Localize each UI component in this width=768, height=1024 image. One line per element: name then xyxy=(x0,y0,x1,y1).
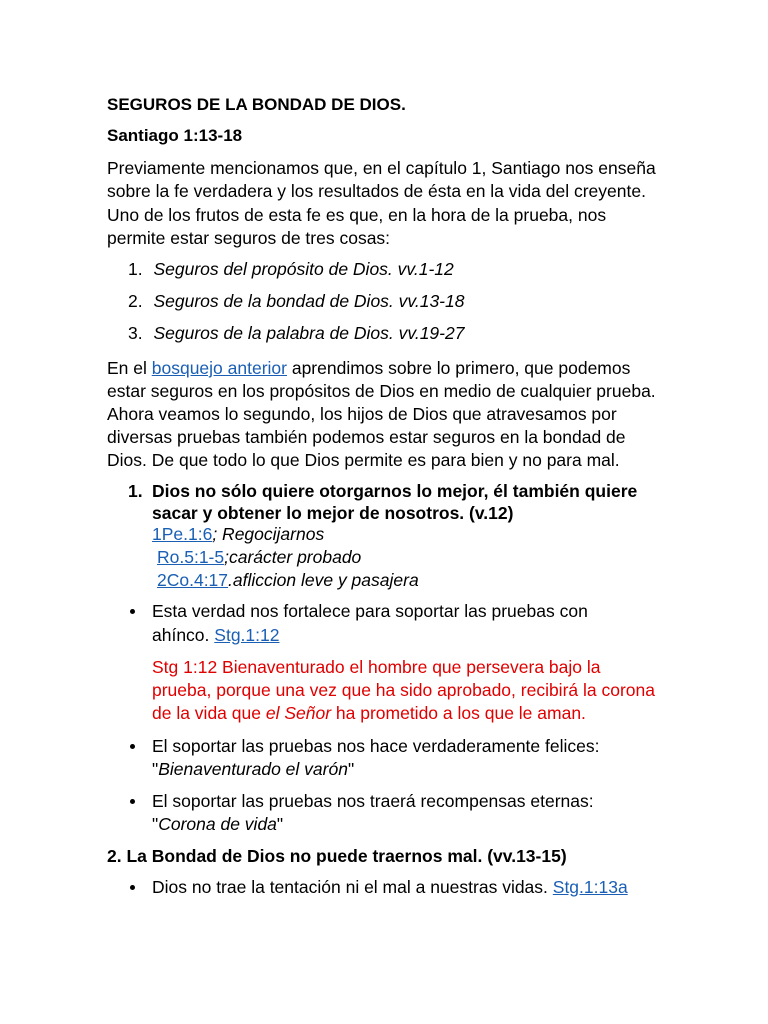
bullet-2-line-1: El soportar las pruebas nos hace verdaderamente felices: xyxy=(152,736,600,756)
para2-line-1 xyxy=(107,357,630,379)
bullet-quote-text: Corona de vida xyxy=(158,814,277,834)
list-number: 2. xyxy=(128,291,143,311)
point2-bullet xyxy=(152,876,628,898)
list-item-text: Seguros de la palabra de Dios. vv.19-27 xyxy=(153,323,465,343)
scripture-reference: Santiago 1:13-18 xyxy=(107,126,243,145)
para2-line-2: estar seguros en los propósitos de Dios en medio de cualquier prueba. xyxy=(107,381,656,401)
ref-link-ro[interactable]: Ro.5:1-5 xyxy=(157,547,225,567)
point1-text: , él también quiere xyxy=(483,481,638,501)
point1-line-1 xyxy=(152,480,637,502)
quote-line-2: prueba, porque una vez que ha sido aprobado, recibirá la corona xyxy=(152,680,655,700)
para2-text: aprendimos sobre lo primero, que podemos xyxy=(286,358,631,378)
para2-line-5: Dios. De que todo lo que Dios permite es para bien y no para mal. xyxy=(107,450,620,470)
bullet-2-line-2 xyxy=(152,758,354,780)
list-item-text: Seguros del propósito de Dios. vv.1-12 xyxy=(153,259,454,279)
list-item xyxy=(128,258,454,280)
bullet-text: ahínco. xyxy=(152,625,215,645)
bullet-marker xyxy=(130,799,135,804)
ref-text: ; Regocijarnos xyxy=(212,524,325,544)
quote-text: el Señor xyxy=(265,703,332,723)
quote-text: ha prometido a los que le aman. xyxy=(331,703,586,723)
quote-line-3 xyxy=(152,702,586,724)
ref-line xyxy=(157,569,419,591)
list-number: 1. xyxy=(128,259,143,279)
para2-line-4: diversas pruebas también podemos estar seguros en la bondad de xyxy=(107,427,626,447)
list-item xyxy=(128,322,464,344)
intro-line-1: Previamente mencionamos que, en el capítulo 1, Santiago nos enseña xyxy=(107,158,656,178)
bosquejo-anterior-link[interactable]: bosquejo anterior xyxy=(151,358,287,378)
bullet-3-line-1: El soportar las pruebas nos traerá recompensas eternas: xyxy=(152,791,594,811)
bullet-marker xyxy=(130,609,135,614)
ref-line xyxy=(152,523,324,545)
bullet-marker xyxy=(130,744,135,749)
quote-line-1: Stg 1:12 Bienaventurado el hombre que persevera bajo la xyxy=(152,657,601,677)
list-number: 3. xyxy=(128,323,143,343)
list-item xyxy=(128,290,464,312)
list-item-text: Seguros de la bondad de Dios. vv.13-18 xyxy=(153,291,465,311)
stg-1-12-link[interactable]: Stg.1:12 xyxy=(214,625,280,645)
ref-link-1pe[interactable]: 1Pe.1:6 xyxy=(152,524,213,544)
bullet-marker xyxy=(130,885,135,890)
point1-line-2: sacar y obtener lo mejor de nosotros. (v.12) xyxy=(152,503,514,523)
document-title: SEGUROS DE LA BONDAD DE DIOS. xyxy=(107,95,406,114)
bullet-quote-text: Bienaventurado el varón xyxy=(158,759,348,779)
point2-heading: 2. La Bondad de Dios no puede traernos mal. (vv.13-15) xyxy=(107,846,567,866)
quote-mark: " xyxy=(347,759,355,779)
para2-line-3: Ahora veamos lo segundo, los hijos de Dios que atravesamos por xyxy=(107,404,617,424)
quote-text: de la vida que xyxy=(152,703,266,723)
ref-line xyxy=(157,546,361,568)
point1-text: Dios no sólo quiere otorgarnos lo mejor xyxy=(152,481,484,501)
quote-mark: " xyxy=(152,759,159,779)
ref-link-2co[interactable]: 2Co.4:17 xyxy=(157,570,229,590)
ref-text: .afliccion leve y pasajera xyxy=(228,570,419,590)
bullet-1-line-2 xyxy=(152,624,279,646)
bullet-3-line-2 xyxy=(152,813,283,835)
intro-line-3: Uno de los frutos de esta fe es que, en la hora de la prueba, nos xyxy=(107,205,607,225)
quote-mark: " xyxy=(152,814,159,834)
quote-mark: " xyxy=(276,814,284,834)
intro-line-4: permite estar seguros de tres cosas: xyxy=(107,228,391,248)
stg-1-13a-link[interactable]: Stg.1:13a xyxy=(552,877,628,897)
bullet-text: Dios no trae la tentación ni el mal a nuestras vidas. xyxy=(152,877,553,897)
bullet-1-line-1: Esta verdad nos fortalece para soportar las pruebas con xyxy=(152,601,588,621)
intro-line-2: sobre la fe verdadera y los resultados de ésta en la vida del creyente. xyxy=(107,181,646,201)
point1-number: 1. xyxy=(128,481,143,501)
para2-text: En el xyxy=(107,358,152,378)
ref-text: ;carácter probado xyxy=(224,547,362,567)
